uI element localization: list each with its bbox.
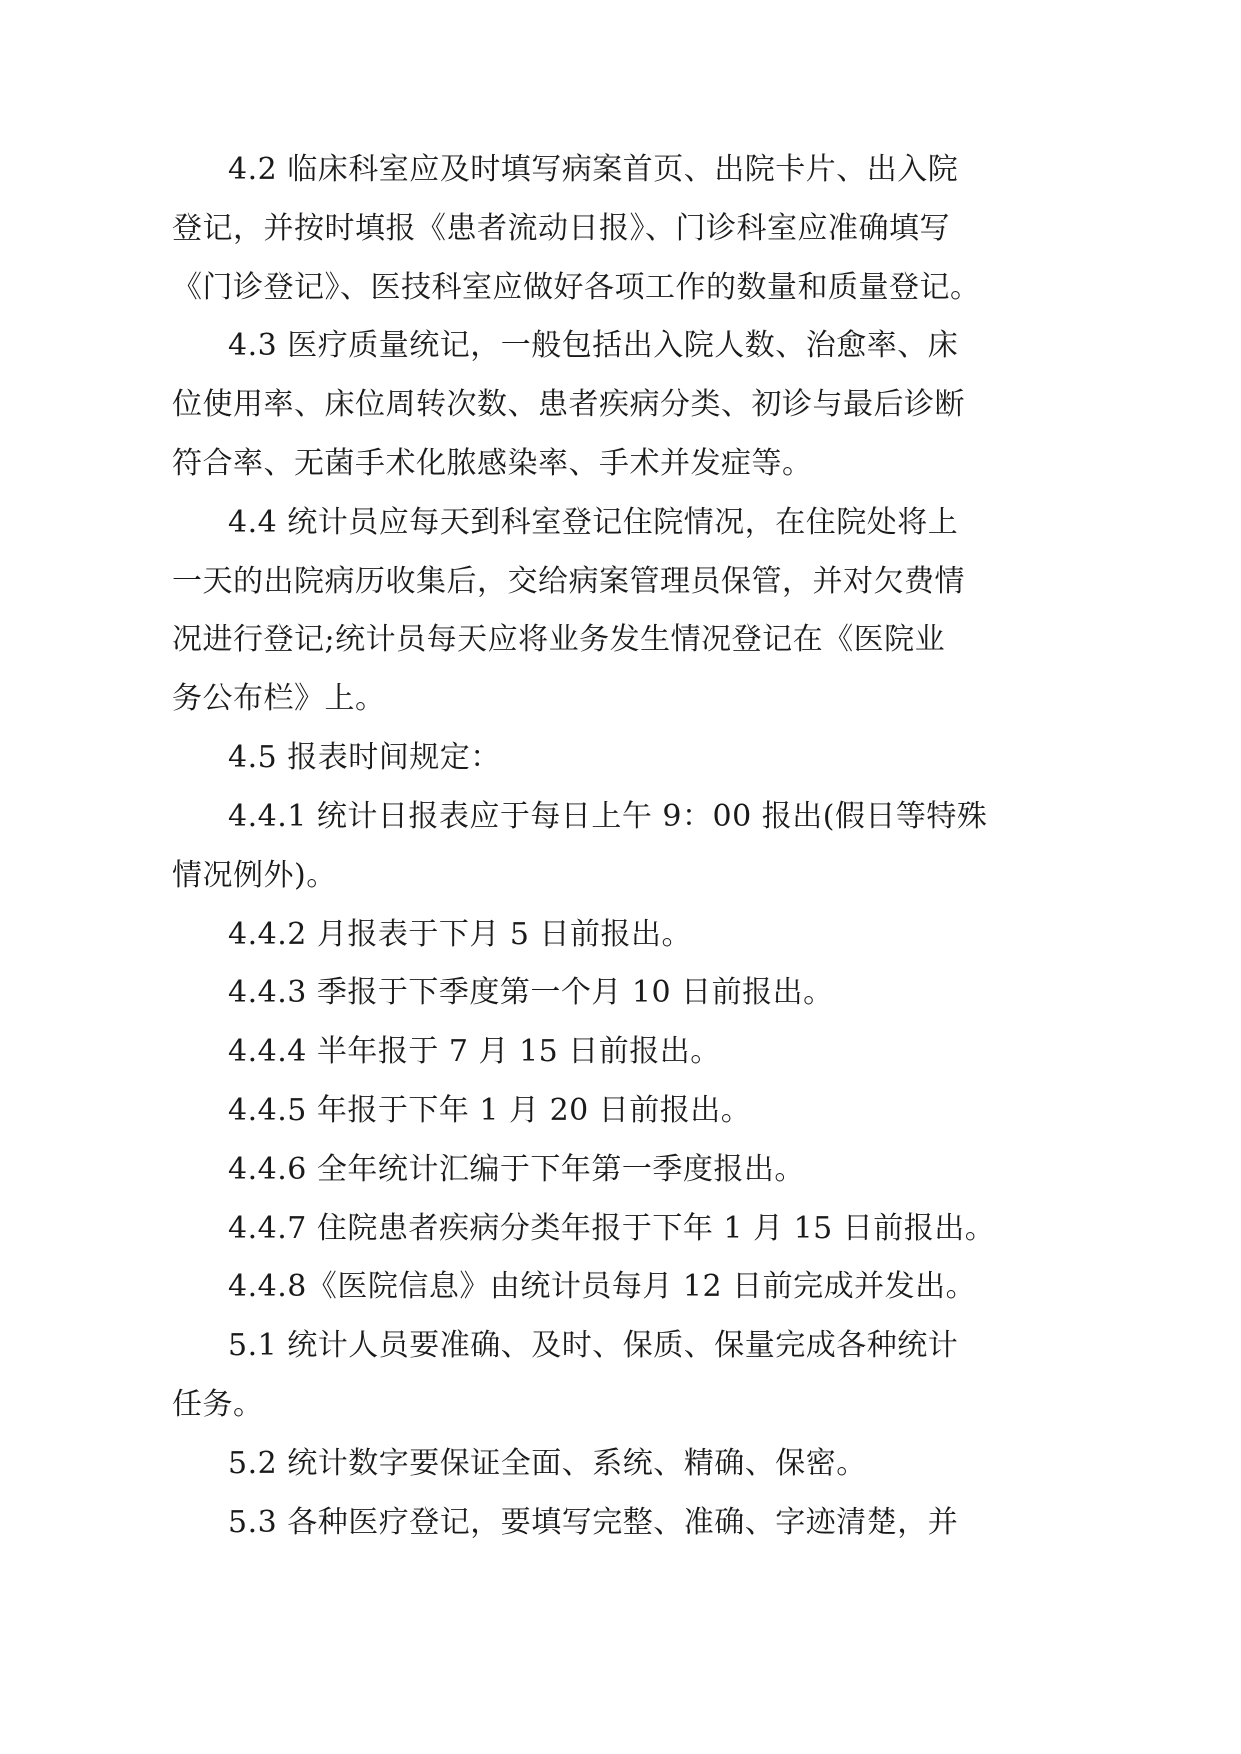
text-line: 5.3 各种医疗登记，要填写完整、准确、字迹清楚，并 (228, 1505, 959, 1540)
text-line: 符合率、无菌手术化脓感染率、手术并发症等。 (172, 446, 813, 481)
text-line: 情况例外)。 (172, 858, 337, 893)
text-line: 4.4.5 年报于下年 1 月 20 日前报出。 (228, 1093, 752, 1128)
text-line: 5.2 统计数字要保证全面、系统、精确、保密。 (228, 1446, 867, 1481)
text-line: 5.1 统计人员要准确、及时、保质、保量完成各种统计 (228, 1328, 959, 1363)
text-line: 位使用率、床位周转次数、患者疾病分类、初诊与最后诊断 (172, 387, 965, 422)
text-line: 4.4.3 季报于下季度第一个月 10 日前报出。 (228, 975, 834, 1010)
text-line: 4.4.6 全年统计汇编于下年第一季度报出。 (228, 1152, 805, 1187)
text-line: 4.2 临床科室应及时填写病案首页、出院卡片、出入院 (228, 152, 959, 187)
text-line: 4.4.1 统计日报表应于每日上午 9：00 报出(假日等特殊 (228, 799, 988, 834)
text-line: 况进行登记;统计员每天应将业务发生情况登记在《医院业 (172, 622, 946, 657)
text-line: 4.4 统计员应每天到科室登记住院情况，在住院处将上 (228, 505, 959, 540)
text-line: 4.4.2 月报表于下月 5 日前报出。 (228, 917, 693, 952)
text-line: 务公布栏》上。 (172, 681, 386, 716)
text-line: 一天的出院病历收集后，交给病案管理员保管，并对欠费情 (172, 564, 965, 599)
text-line: 4.4.7 住院患者疾病分类年报于下年 1 月 15 日前报出。 (228, 1211, 996, 1246)
text-line: 4.5 报表时间规定： (228, 740, 501, 775)
text-line: 4.4.4 半年报于 7 月 15 日前报出。 (228, 1034, 721, 1069)
text-line: 4.3 医疗质量统记，一般包括出入院人数、治愈率、床 (228, 328, 959, 363)
text-line: 任务。 (172, 1387, 264, 1422)
text-line: 登记，并按时填报《患者流动日报》、门诊科室应准确填写 (172, 211, 950, 246)
text-line: 4.4.8《医院信息》由统计员每月 12 日前完成并发出。 (228, 1269, 977, 1304)
text-line: 《门诊登记》、医技科室应做好各项工作的数量和质量登记。 (172, 270, 981, 305)
